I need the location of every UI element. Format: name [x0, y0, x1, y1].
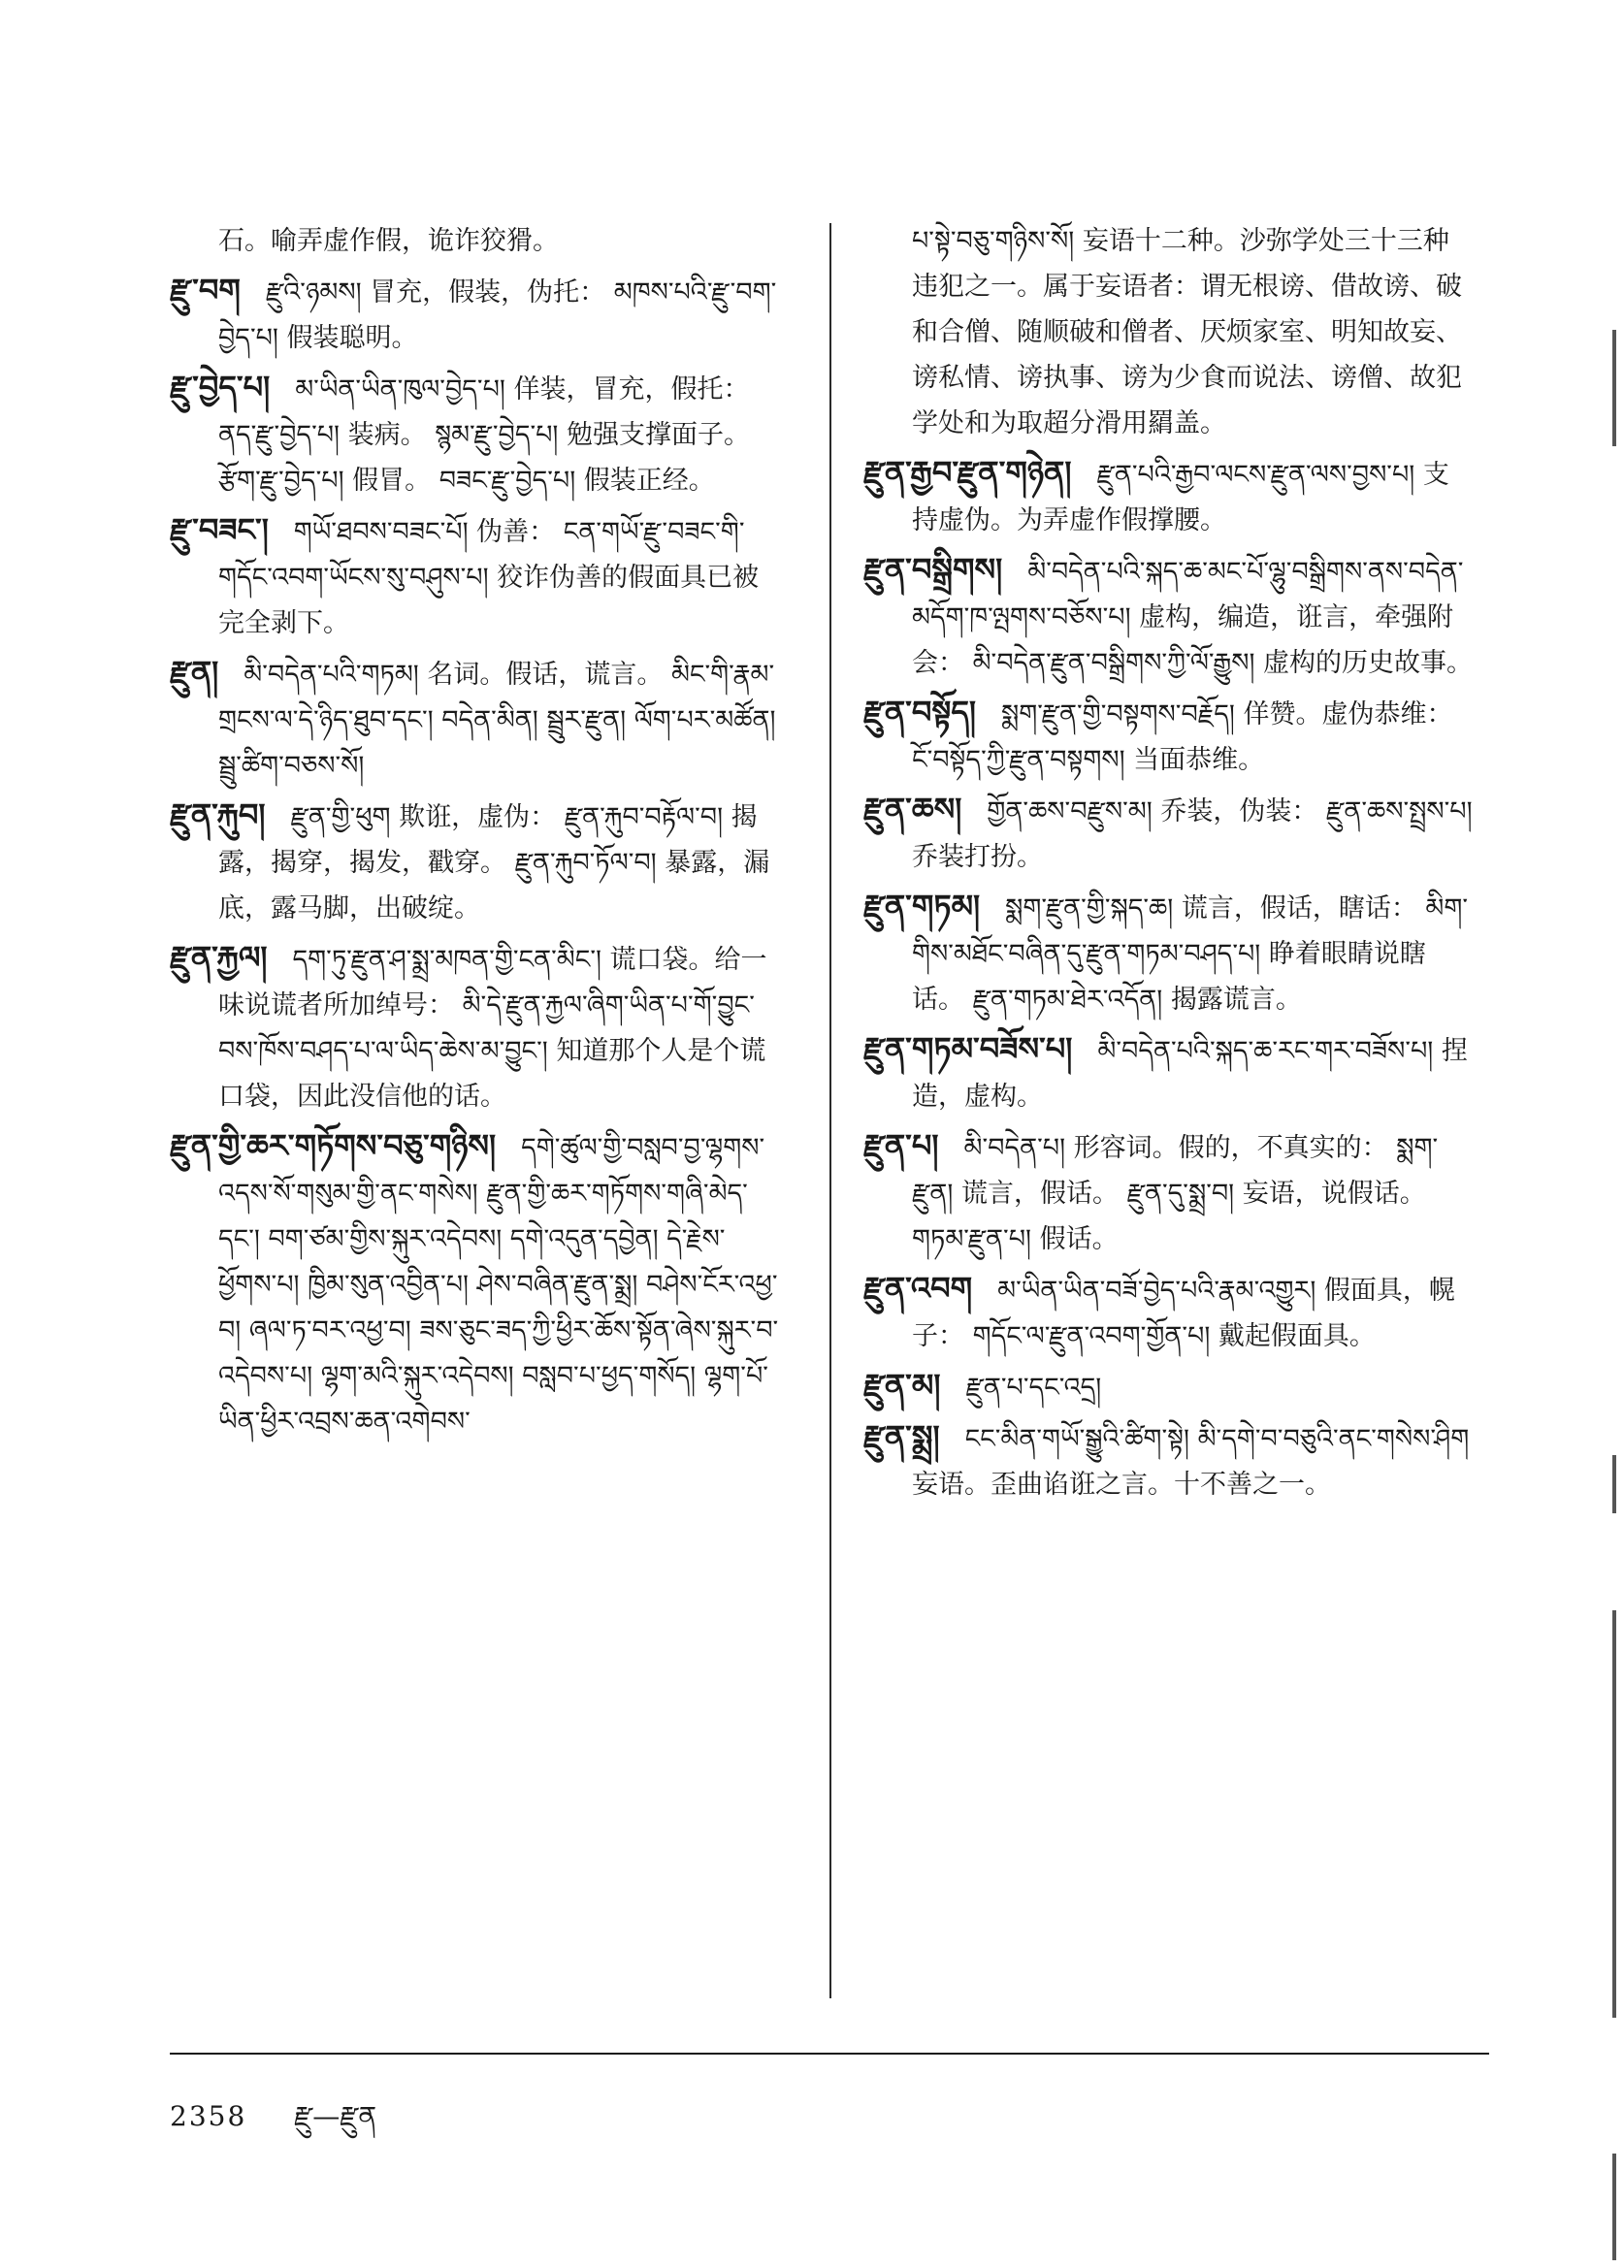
- edge-mark: [1612, 330, 1616, 446]
- dictionary-entry: [863, 1266, 1475, 1359]
- entry-headword: རྫུན།: [170, 654, 219, 691]
- dictionary-entry: [170, 793, 781, 931]
- dictionary-entry: [863, 690, 1475, 783]
- entry-definition: གྱོན་ཆས་བརྫུས་མ། 乔装，伪装： རྫུན་ཆས་སྤྲས་པ། 乔装打扮。: [912, 796, 1473, 872]
- dictionary-entry: [170, 650, 781, 789]
- entry-headword: རྫུན་གྱི་ཆར་གཏོགས་བཅུ་གཉིས།: [170, 1127, 497, 1164]
- entry-headword: རྫུན་འབག: [863, 1270, 973, 1307]
- bottom-rule: [170, 2053, 1489, 2055]
- entry-definition: དག་ཏུ་རྫུན་ཤ་སྨྲ་མཁན་གྱི་ངན་མིང་། 谎口袋。给一味说谎者所加绰号： མི་དེ་རྫུན་རྐྱལ་ཞིག་ཡིན་པ་གོ་བྱུང་བས་ཁོས་བཤད་པ་ལ་ཡིད་ཆེས་མ་བྱུང་། 知道那个人是个谎口袋，因此没信他的话。: [218, 945, 767, 1112]
- dictionary-entry: [863, 1414, 1475, 1507]
- entry-definition: མི་བདེན་པའི་སྐད་ཆ་རང་གར་བཟོས་པ། 捏造，虚构。: [912, 1036, 1468, 1112]
- entry-headword: རྫུན་ཆས།: [863, 791, 962, 827]
- dictionary-entry: [863, 1363, 1475, 1410]
- entry-definition: སྨག་རྫུན་གྱི་བསྟགས་བརྗོད། 佯赞。虚伪恭维： ངོ་བསྟོད་ཀྱི་རྫུན་བསྟགས། 当面恭维。: [912, 699, 1453, 775]
- entry-headword: རྫུན་གཏམ་བཟོས་པ།: [863, 1030, 1073, 1067]
- page-range: རྫུ—རྫུན: [294, 2100, 377, 2132]
- entry-headword: རྫུན་བསྟོད།: [863, 694, 977, 730]
- entry-definition: རྫུན་པའི་རྒྱབ་ལངས་རྫུན་ལས་བྱས་པ། 支持虚伪。为弄虚作假撑腰。: [912, 460, 1449, 535]
- dictionary-entry: [863, 884, 1475, 1022]
- entry-definition: དགེ་ཚུལ་གྱི་བསླབ་བྱ་ལྷགས་འདས་སོ་གསུམ་གྱི་ནང་གསེས། རྫུན་གྱི་ཆར་གཏོགས་གཞི་མེད་དང་། བག་ཙམ་གྱིས་སྐུར་འདེབས། དགེ་འདུན་དབྱེན། དེ་རྗེས་ཕྱོགས་པ། ཁྱིམ་སུན་འབྱིན་པ། ཤེས་བཞིན་རྫུན་སྨྲ། བཤེས་ངོར་འཕྱ་བ། ཞལ་ཏ་བར་འཕྱ་བ། ཟས་ཅུང་ཟད་ཀྱི་ཕྱིར་ཆོས་སྟོན་ཞེས་སྐུར་བ་འདེབས་པ། ལྷག་མའི་སྐུར་འདེབས། བསླབ་པ་ཕྱད་གསོད། ལྷག་པོ་ཡིན་ཕྱིར་འབྲས་ཆན་འགེབས་: [218, 1133, 779, 1437]
- entry-headword: རྫུ་བྱེད་པ།: [170, 369, 271, 405]
- left-column: [170, 218, 781, 1448]
- right-column: [863, 218, 1475, 1511]
- entry-headword: རྫུན་རྐུབ།: [170, 796, 266, 833]
- edge-mark: [1612, 1455, 1616, 1513]
- entry-definition: རྫུན་གྱི་ཕུག 欺诳，虚伪： རྫུན་རྐུབ་བརྟོལ་བ། 揭露，揭穿，揭发，戳穿。 རྫུན་རྐུབ་ཏོལ་བ། 暴露，漏底，露马脚，出破绽。: [218, 802, 770, 923]
- entry-definition: མ་ཡིན་ཡིན་བཟོ་བྱེད་པའི་རྣམ་འགྱུར། 假面具，幌子： གདོང་ལ་རྫུན་འབག་གྱོན་པ། 戴起假面具。: [912, 1276, 1455, 1351]
- entry-headword: རྫུན་བསྒྲིགས།: [863, 551, 1003, 588]
- entry-headword: རྫུན་སྨྲ།: [863, 1418, 940, 1455]
- entry-definition: མ་ཡིན་ཡིན་ཁུལ་བྱེད་པ། 佯装，冒充，假托： ནད་རྫུ་བྱེད་པ། 装病。 སྙམ་རྫུ་བྱེད་པ། 勉强支撑面子。 རྩོག་རྫུ་བྱེད་པ། 假冒。 བཟང་རྫུ་བྱེད་པ། 假装正经。: [218, 374, 751, 496]
- dictionary-entry: [863, 1123, 1475, 1262]
- entry-headword: རྫུ་བག: [170, 272, 241, 308]
- continuation-text: པ་སྟེ་བཅུ་གཉིས་སོ། 妄语十二种。沙弥学处三十三种违犯之一。属于妄语者：谓无根谤、借故谤、破和合僧、随顺破和僧者、厌烦家室、明知故妄、谤私情、谤执事、谤为少食而说法、谤僧、故犯学处和为取超分滑用羂盖。: [912, 226, 1462, 438]
- entry-headword: རྫུན་མ།: [863, 1367, 941, 1404]
- dictionary-entry: [863, 787, 1475, 880]
- scan-edge-marks: [1587, 0, 1616, 2268]
- dictionary-entry: [170, 935, 781, 1119]
- dictionary-entry: [170, 507, 781, 646]
- intro-line: 石。喻弄虚作假，诡诈狡猾。: [218, 226, 559, 256]
- dictionary-entry: [863, 1026, 1475, 1119]
- entry-definition: རྫུན་པ་དང་འདྲ།: [965, 1373, 1102, 1403]
- edge-mark: [1612, 1610, 1616, 2018]
- dictionary-entry: [863, 547, 1475, 686]
- entry-headword: རྫུན་པ།: [863, 1127, 939, 1164]
- entry-headword: རྫུན་རྐྱལ།: [170, 939, 268, 976]
- right-entries: [863, 450, 1475, 1507]
- edge-mark: [1612, 2154, 1616, 2260]
- entry-definition: མི་བདེན་པ། 形容词。假的，不真实的： སྨག་རྫུན། 谎言，假话。 རྫུན་དུ་སྨྲ་བ། 妄语，说假话。 གཏམ་རྫུན་པ། 假话。: [912, 1133, 1439, 1254]
- dictionary-entry: [170, 1123, 781, 1444]
- dictionary-entry: [170, 365, 781, 503]
- entry-definition: མི་བདེན་པའི་གཏམ། 名词。假话，谎言。 མིང་གི་རྣམ་གྲངས་ལ་དེ་ཉིད་ཐུབ་དང་། བདེན་མིན། སྦྲུར་རྫུན། ལོག་པར་མཚོན། སྦྲུ་ཚིག་བཅས་སོ།: [218, 660, 776, 781]
- dictionary-entry: [863, 450, 1475, 543]
- dictionary-entry: [170, 268, 781, 361]
- entry-headword: རྫུན་གཏམ།: [863, 888, 981, 924]
- entry-definition: ངང་མིན་གཡོ་སྒྱུའི་ཚིག་སྟེ། མི་དགེ་བ་བཅུའི་ནང་གསེས་ཤིག 妄语。歪曲谄诳之言。十不善之一。: [912, 1424, 1470, 1500]
- entry-definition: རྫུའི་ཉམས། 冒充，假装，伪托： མཁས་པའི་རྫུ་བག་བྱེད་པ། 假装聪明。: [218, 277, 777, 353]
- column-divider: [829, 223, 831, 1998]
- entry-definition: མི་བདེན་པའི་སྐད་ཆ་མང་པོ་ལྷུ་བསྒྲིགས་ནས་བདེན་མདོག་ཁ་ལྤགས་བཅོས་པ། 虚构，编造，诳言，牵强附会： མི་བདེན་རྫུན་བསྒྲིགས་ཀྱི་ལོ་རྒྱུས། 虚构的历史故事。: [912, 557, 1474, 678]
- entry-definition: གཡོ་ཐབས་བཟང་པོ། 伪善： ངན་གཡོ་རྫུ་བཟང་གི་གདོང་འབག་ཡོངས་སུ་བཤུས་པ། 狡诈伪善的假面具已被完全剥下。: [218, 517, 760, 638]
- page-footer: [170, 2086, 376, 2162]
- entry-headword: རྫུ་བཟང་།: [170, 511, 269, 548]
- left-entries: [170, 268, 781, 1444]
- entry-definition: སྨག་རྫུན་གྱི་སྐད་ཆ། 谎言，假话，瞎话： མིག་གིས་མཐོང་བཞིན་དུ་རྫུན་གཏམ་བཤད་པ། 睁着眼睛说瞎话。 རྫུན་གཏམ་ཐེར་འདོན། 揭露谎言。: [912, 893, 1469, 1015]
- entry-headword: རྫུན་རྒྱབ་རྫུན་གཉེན།: [863, 454, 1072, 491]
- page-number: 2358: [170, 2100, 247, 2132]
